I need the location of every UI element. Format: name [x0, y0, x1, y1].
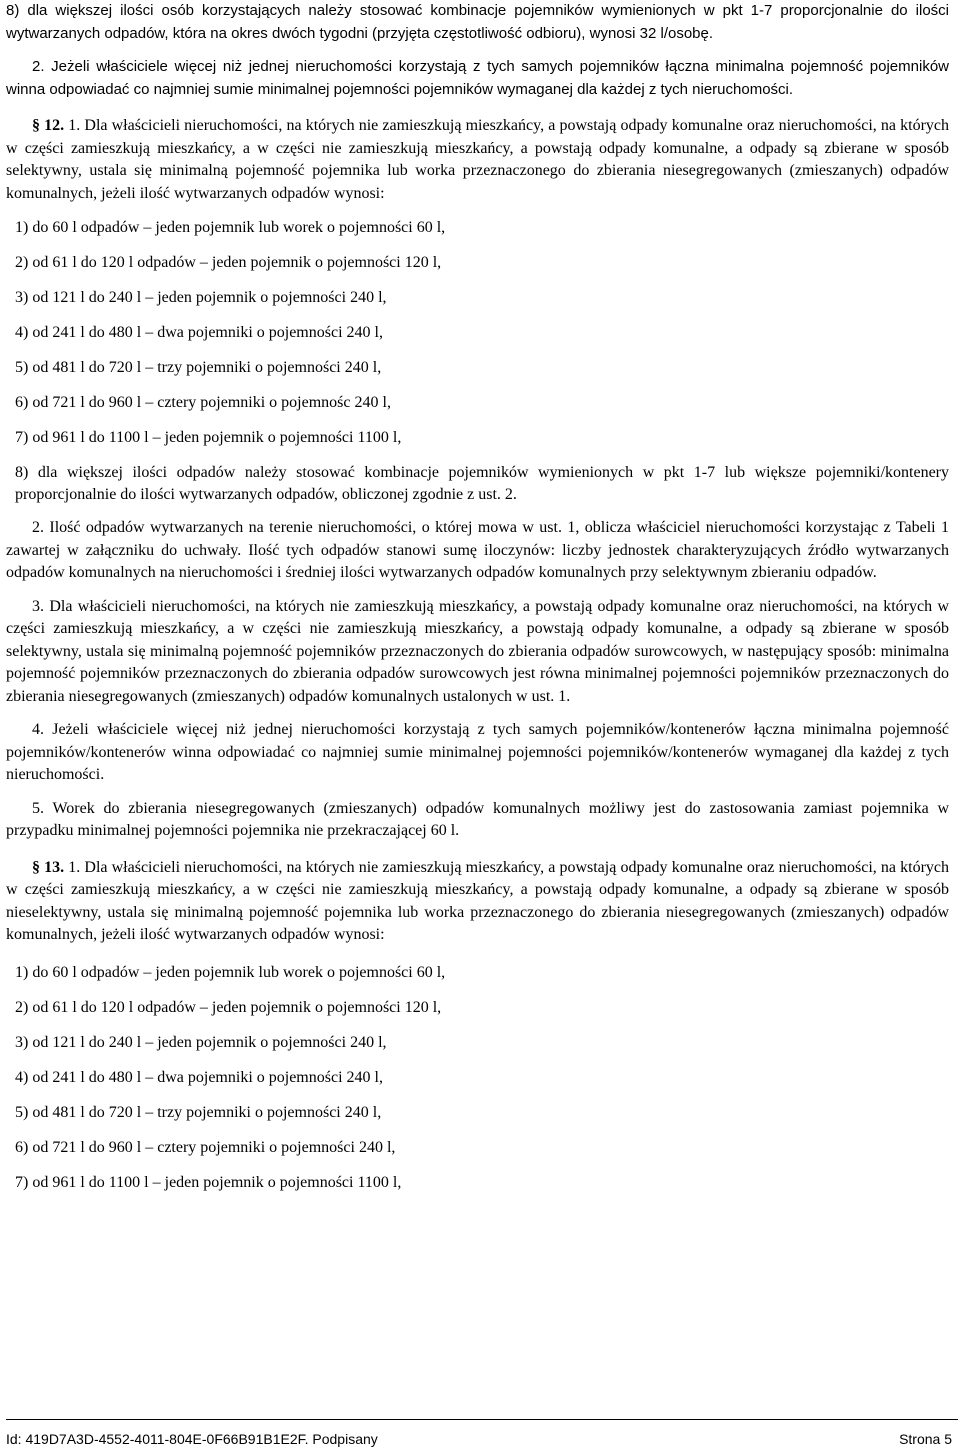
list-item: 7) od 961 l do 1100 l – jeden pojemnik o pojemności 1100 l, [15, 1173, 402, 1191]
list-item: 1) do 60 l odpadów – jeden pojemnik lub worek o pojemności 60 l, [15, 963, 446, 981]
list-item: 2) od 61 l do 120 l odpadów – jeden pojemnik o pojemności 120 l, [15, 998, 442, 1016]
list-item: 3) od 121 l do 240 l – jeden pojemnik o pojemności 240 l, [15, 289, 387, 306]
list-item: 6) od 721 l do 960 l – cztery pojemniki o pojemnośc 240 l, [15, 394, 391, 411]
section-13-intro [6, 857, 949, 947]
section-12-paragraph-2: 2. Ilość odpadów wytwarzanych na terenie nieruchomości, o której mowa w ust. 1, oblicza właściciel nieruchomości korzystając z Tabeli 1 zawartej w załączniku do uchwały. Ilość tych odpadów stanowi sumę iloczynów: liczby jednostek charakteryzujących źródło wytwarzanych odpadów komunalnych na nieruchomości i średniej ilości wytwarzanych odpadów komunalnych przy selektywnym zbieraniu odpadów. [6, 519, 949, 581]
list-item: 3) od 121 l do 240 l – jeden pojemnik o pojemności 240 l, [15, 1033, 387, 1051]
section-12-paragraph-3: 3. Dla właścicieli nieruchomości, na których nie zamieszkują mieszkańcy, a powstają odpady komunalne oraz nieruchomości, na których w części zamieszkują mieszkańcy, a w części nie zamieszkują mieszkańcy, a powstają odpady komunalne, a odpady są zbierane w sposób selektywny, ustala się minimalną pojemność pojemników przeznaczonych do zbierania odpadów surowcowych, w następujący sposób: minimalna pojemność pojemników przeznaczonych do zbierania odpadów surowcowych jest równa minimalnej pojemności pojemników przeznaczonych do zbierania niesegregowanych (zmieszanych) odpadów komunalnych ustalonych w ust. 1. [6, 597, 949, 705]
list-item: 2) od 61 l do 120 l odpadów – jeden pojemnik o pojemności 120 l, [15, 254, 442, 271]
list-item: 7) od 961 l do 1100 l – jeden pojemnik o pojemności 1100 l, [15, 429, 402, 446]
list-item: 8) dla większej ilości odpadów należy stosować kombinacje pojemników wymienionych w pkt 1-7 lub większe pojemniki/kontenery proporcjonalnie do ilości wytwarzanych odpadów, obliczonej zgodnie z ust. 2. [15, 464, 949, 503]
section-12-paragraph-5: 5. Worek do zbierania niesegregowanych (zmieszanych) odpadów komunalnych możliwy jest do zastosowania zamiast pojemnika w przypadku minimalnej pojemności pojemnika nie przekraczającej 60 l. [6, 799, 949, 839]
list-item: 4) od 241 l do 480 l – dwa pojemniki o pojemności 240 l, [15, 324, 383, 341]
section-12-paragraph-4: 4. Jeżeli właściciele więcej niż jednej nieruchomości korzystają z tych samych pojemników/kontenerów łączna minimalna pojemność pojemników/kontenerów winna odpowiadać co najmniej sumie minimalnej pojemności pojemników/kontenerów wymaganej dla każdej z tych nieruchomości. [6, 721, 949, 783]
list-item: 5) od 481 l do 720 l – trzy pojemniki o pojemności 240 l, [15, 1103, 382, 1121]
list-item: 4) od 241 l do 480 l – dwa pojemniki o pojemności 240 l, [15, 1068, 383, 1086]
list-item: 5) od 481 l do 720 l – trzy pojemniki o pojemności 240 l, [15, 359, 382, 376]
document-id: Id: 419D7A3D-4552-4011-804E-0F66B91B1E2F. Podpisany [6, 1431, 378, 1447]
paragraph-8-prev: 8) dla większej ilości osób korzystających należy stosować kombinacje pojemników wymienionych w pkt 1-7 proporcjonalnie do ilości wytwarzanych odpadów, która na okres dwóch tygodni (przyjęta częstotliwość odbioru), wynosi 32 l/osobę. [6, 2, 949, 42]
footer-divider [6, 1419, 958, 1420]
section-12-intro [6, 115, 949, 205]
list-item: 6) od 721 l do 960 l – cztery pojemniki o pojemności 240 l, [15, 1138, 396, 1156]
section-12-list [6, 217, 949, 506]
section-12-intro-text: 1. Dla właścicieli nieruchomości, na których nie zamieszkują mieszkańcy, a powstają odpady komunalne oraz nieruchomości, na których w części zamieszkują mieszkańcy, a w części nie zamieszkują mieszkańcy, a powstają odpady komunalne, a odpady są zbierane w sposób selektywny, ustala się minimalną pojemność pojemnika lub worka przeznaczonego do zbierania niesegregowanych (zmieszanych) odpadów komunalnych, jeżeli ilość wytwarzanych odpadów wynosi: [6, 117, 950, 202]
section-12-mark: § 12. [32, 117, 65, 134]
section-13-list [6, 962, 949, 1194]
list-item: 1) do 60 l odpadów – jeden pojemnik lub worek o pojemności 60 l, [15, 219, 446, 236]
paragraph-2-prev: 2. Jeżeli właściciele więcej niż jednej nieruchomości korzystają z tych samych pojemników łączna minimalna pojemność pojemników winna odpowiadać co najmniej sumie minimalnej pojemności pojemników wymaganej dla każdej z tych nieruchomości. [6, 58, 949, 98]
document-body [6, 0, 949, 1194]
section-13-intro-text: 1. Dla właścicieli nieruchomości, na których nie zamieszkują mieszkańcy, a powstają odpady komunalne oraz nieruchomości, na których w części zamieszkują mieszkańcy, a w części nie zamieszkują mieszkańcy, a powstają odpady komunalne, a odpady są zbierane w sposób nieselektywny, ustala się minimalną pojemność pojemnika lub worka przeznaczonego do zbierania niesegregowanych (zmieszanych) odpadów komunalnych, jeżeli ilość wytwarzanych odpadów wynosi: [6, 858, 950, 943]
section-13-mark: § 13. [32, 858, 65, 876]
page-number: Strona 5 [899, 1431, 952, 1447]
